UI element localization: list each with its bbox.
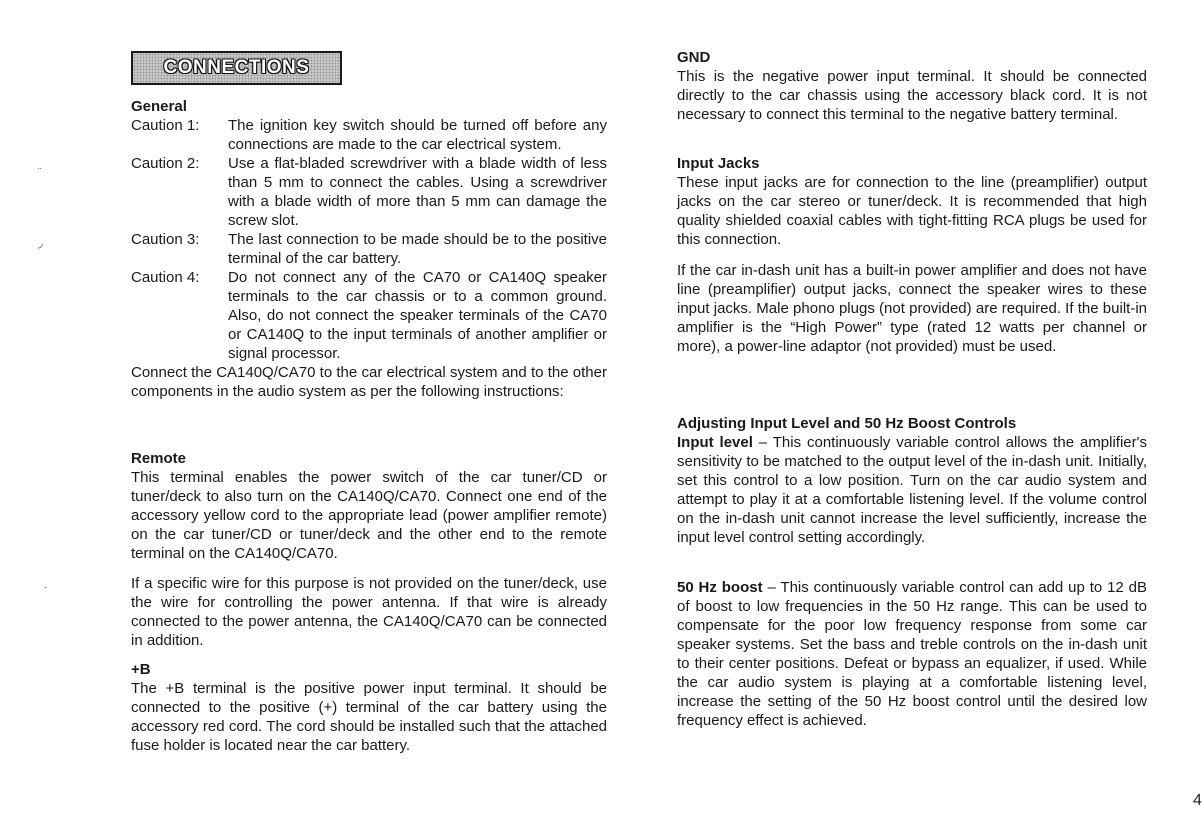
remote-body (131, 468, 607, 563)
margin-mark: · (44, 582, 48, 593)
section-title: CONNECTIONS (163, 57, 310, 78)
caution-item (131, 230, 607, 268)
input-level-body (677, 433, 1147, 547)
caution-item (131, 268, 607, 363)
cautions-list (131, 116, 607, 401)
input-jacks-paragraph: If the car in-dash unit has a built-in power amplifier and does not have line (preamplifier) output jacks, connect the speaker wires to these input jacks. Male phono plugs (not provided) are required. If the built-in amplifier is the “High Power” type (rated 12 watts per channel or more), a power-line adaptor (not provided) must be used. (677, 262, 1147, 355)
page-number: 4 (1193, 792, 1202, 809)
remote-paragraph: This terminal enables the power switch of the car tuner/CD or tuner/deck to also turn on the CA140Q/CA70. Connect one end of the accessory yellow cord to the appropriate lead (power amplifier remote) on the car tuner/CD or tuner/deck and the other end to the remote terminal on the CA140Q/CA70. (131, 469, 607, 562)
section-banner (131, 51, 342, 85)
adjusting-heading: Adjusting Input Level and 50 Hz Boost Controls (677, 415, 1017, 432)
caution-text: The ignition key switch should be turned off before any connections are made to the car electrical system. (228, 117, 607, 153)
plusb-heading: +B (131, 661, 151, 678)
caution-label: Caution 1: (131, 117, 200, 134)
plusb-body (131, 679, 607, 755)
plusb-paragraph: The +B terminal is the positive power input terminal. It should be connected to the positive (+) terminal of the car battery using the accessory red cord. The cord should be installed such that the attached fuse holder is located near the car battery. (131, 680, 607, 754)
caution-text: Do not connect any of the CA70 or CA140Q speaker terminals to the car chassis or to a common ground. Also, do not connect the speaker terminals of the CA70 or CA140Q to the input terminals of another amplifier or signal processor. (228, 269, 607, 362)
boost-text: – This continuously variable control can add up to 12 dB of boost to low frequencies in the 50 Hz range. This can be used to compensate for the poor low frequency response from some car speaker systems. Set the bass and treble controls on the in-dash unit to their center positions. Defeat or bypass an equalizer, if used. While the car audio system is playing at a comfortable listening level, increase the setting of the 50 Hz boost control until the desired low frequency effect is achieved. (677, 579, 1147, 729)
input-level-term: Input level (677, 434, 753, 451)
caution-label: Caution 3: (131, 231, 200, 248)
general-intro: Connect the CA140Q/CA70 to the car electrical system and to the other components in the audio system as per the following instructions: (131, 364, 607, 400)
remote-heading: Remote (131, 450, 187, 467)
input-jacks-paragraph: These input jacks are for connection to the line (preamplifier) output jacks on the car stereo or tuner/deck. It is recommended that high quality shielded coaxial cables with tight-fitting RCA plugs be used for this connection. (677, 174, 1147, 248)
general-heading: General (131, 98, 187, 115)
caution-label: Caution 2: (131, 155, 200, 172)
boost-term: 50 Hz boost (677, 579, 763, 596)
gnd-paragraph: This is the negative power input terminal. It should be connected directly to the car chassis using the accessory black cord. It is not necessary to connect this terminal to the negative battery terminal. (677, 68, 1147, 123)
gnd-heading: GND (677, 49, 711, 66)
input-level-paragraph (677, 433, 1147, 547)
input-jacks-heading: Input Jacks (677, 155, 760, 172)
caution-label: Caution 4: (131, 269, 200, 286)
gnd-body (677, 67, 1147, 124)
caution-item (131, 154, 607, 230)
remote-paragraph: If a specific wire for this purpose is not provided on the tuner/deck, use the wire for controlling the power antenna. If that wire is already connected to the power antenna, the CA140Q/CA70 can be connected in addition. (131, 575, 607, 649)
input-level-text: – This continuously variable control allows the amplifier's sensitivity to be matched to the output level of the in-dash unit. Initially, set this control to a low position. Turn on the car audio system and attempt to play it at a comfortable listening level. If the volume control on the in-dash unit cannot increase the level sufficiently, increase the input level control setting accordingly. (677, 434, 1147, 546)
margin-mark: ¨ (38, 167, 42, 178)
caution-text: The last connection to be made should be to the positive terminal of the car battery. (228, 231, 607, 267)
boost-body (677, 578, 1147, 730)
margin-mark: ◞ (38, 236, 43, 250)
caution-item (131, 116, 607, 154)
remote-body-2 (131, 574, 607, 650)
input-jacks-body-2 (677, 261, 1147, 356)
caution-text: Use a flat-bladed screwdriver with a blade width of less than 5 mm to connect the cables. Using a screwdriver with a blade width of more than 5 mm can damage the screw slot. (228, 155, 607, 229)
input-jacks-body (677, 173, 1147, 249)
boost-paragraph (677, 578, 1147, 730)
